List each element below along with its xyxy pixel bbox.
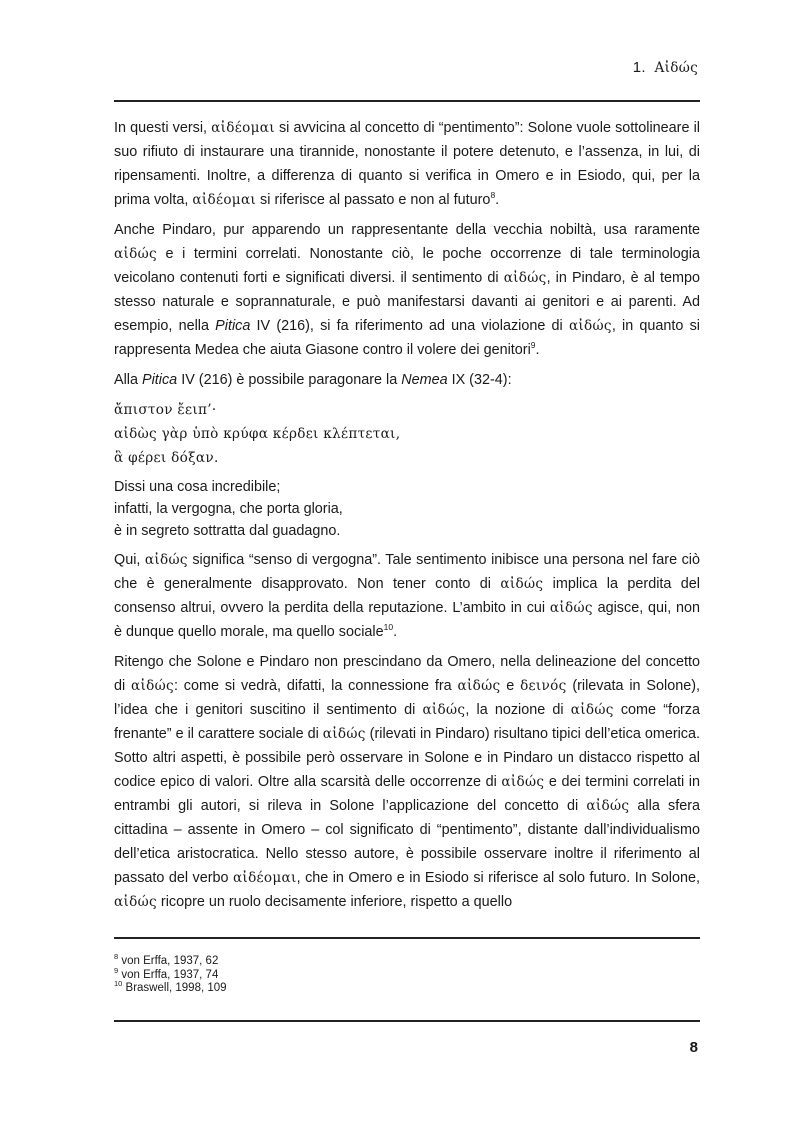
greek-quotation xyxy=(114,398,700,470)
paragraph-2: Anche Pindaro, pur apparendo un rappresentante della vecchia nobiltà, usa raramente αἰδώς e i termini correlati. Nonostante ciò, le poche occorrenze di tale terminologia veicolano contenuti forti e significati diversi. il sentimento di αἰδώς, in Pindaro, è al tempo stesso naturale e soprannaturale, e può manifestarsi davanti ai genitori e ai parenti. Ad esempio, nella Pitica IV (216), si fa riferimento ad una violazione di αἰδώς, in quanto si rappresenta Medea che aiuta Giasone contro il volere dei genitori$^9$. xyxy=(114,222,700,358)
translation-line: infatti, la vergogna, che porta gloria, xyxy=(114,501,343,517)
footnote: $^8$ von Erffa, 1937, 62 xyxy=(114,952,219,967)
running-header xyxy=(633,59,698,76)
paragraph-4: Qui, αἰδώς significa “senso di vergogna”. Tale sentimento inibisce una persona nel fare ciò che è generalmente disapprovato. Non tener conto di αἰδώς implica la perdita del consenso altrui, ovvero la perdita della reputazione. L’ambito in cui αἰδώς agisce, qui, non è dunque quello morale, ma quello sociale$^{10}$. xyxy=(114,552,700,640)
header-rule xyxy=(114,100,700,102)
footnote-rule xyxy=(114,937,700,939)
footnote-ref-9[interactable]: 9 xyxy=(530,340,536,351)
verse-line: ἄπιστον ἔειπ’· xyxy=(114,402,217,418)
paragraph-5: Ritengo che Solone e Pindaro non prescindano da Omero, nella delineazione del concetto di αἰδώς: come si vedrà, difatti, la connessione fra αἰδώς e δεινός (rilevata in Solone), l’idea che i genitori suscitino il sentimento di αἰδώς, la nozione di αἰδώς come “forza frenante” e il carattere sociale di αἰδώς (rilevati in Pindaro) risultano tipici dell’etica omerica. Sotto altri aspetti, è possibile però osservare in Solone e in Pindaro un distacco rispetto al codice epico di valori. Oltre alla scarsità delle occorrenze di αἰδώς e dei termini correlati in entrambi gli autori, si rileva in Solone l’applicazione del concetto di αἰδώς alla sfera cittadina – assente in Omero – col significato di “pentimento”, distante dall’individualismo dell’etica aristocratica. Nello stesso autore, è possibile osservare inoltre il riferimento al passato del verbo αἰδέομαι, che in Omero e in Esiodo si riferisce al solo futuro. In Solone, αἰδώς ricopre un ruolo decisamente inferiore, rispetto a quello xyxy=(114,654,701,910)
chapter-number: 1. xyxy=(632,59,646,76)
footnotes xyxy=(114,952,700,996)
footer-rule xyxy=(114,1020,700,1022)
body-text xyxy=(114,116,700,920)
footnote: $^9$ von Erffa, 1937, 74 xyxy=(114,965,219,981)
chapter-title: Αἰδώς xyxy=(654,60,698,76)
verse-line: ἃ φέρει δόξαν. xyxy=(114,450,219,466)
paragraph-3: Alla Pitica IV (216) è possibile paragonare la Nemea IX (32-4): xyxy=(114,372,512,388)
footnote-ref-8[interactable]: 8 xyxy=(490,190,496,201)
translation-line: è in segreto sottratta dal guadagno. xyxy=(114,523,341,539)
footnote-ref-10[interactable]: 10 xyxy=(383,622,394,633)
page-number: 8 xyxy=(689,1039,698,1056)
translation-line: Dissi una cosa incredibile; xyxy=(114,479,281,495)
verse-line: αἰδὼς γὰρ ὑπὸ κρύφα κέρδει κλέπτεται, xyxy=(114,426,401,442)
paragraph-1: In questi versi, αἰδέομαι si avvicina al concetto di “pentimento”: Solone vuole sottolineare il suo rifiuto di instaurare una tirannide, nonostante il potere detenuto, e l’assenza, in lui, di ripensamenti. Inoltre, a differenza di quanto si verifica in Omero e in Esiodo, qui, per la prima volta, αἰδέομαι si riferisce al passato e non al futuro$^8$. xyxy=(114,120,700,208)
italian-translation xyxy=(114,476,700,542)
footnote: $^{10}$ Braswell, 1998, 109 xyxy=(114,979,227,994)
